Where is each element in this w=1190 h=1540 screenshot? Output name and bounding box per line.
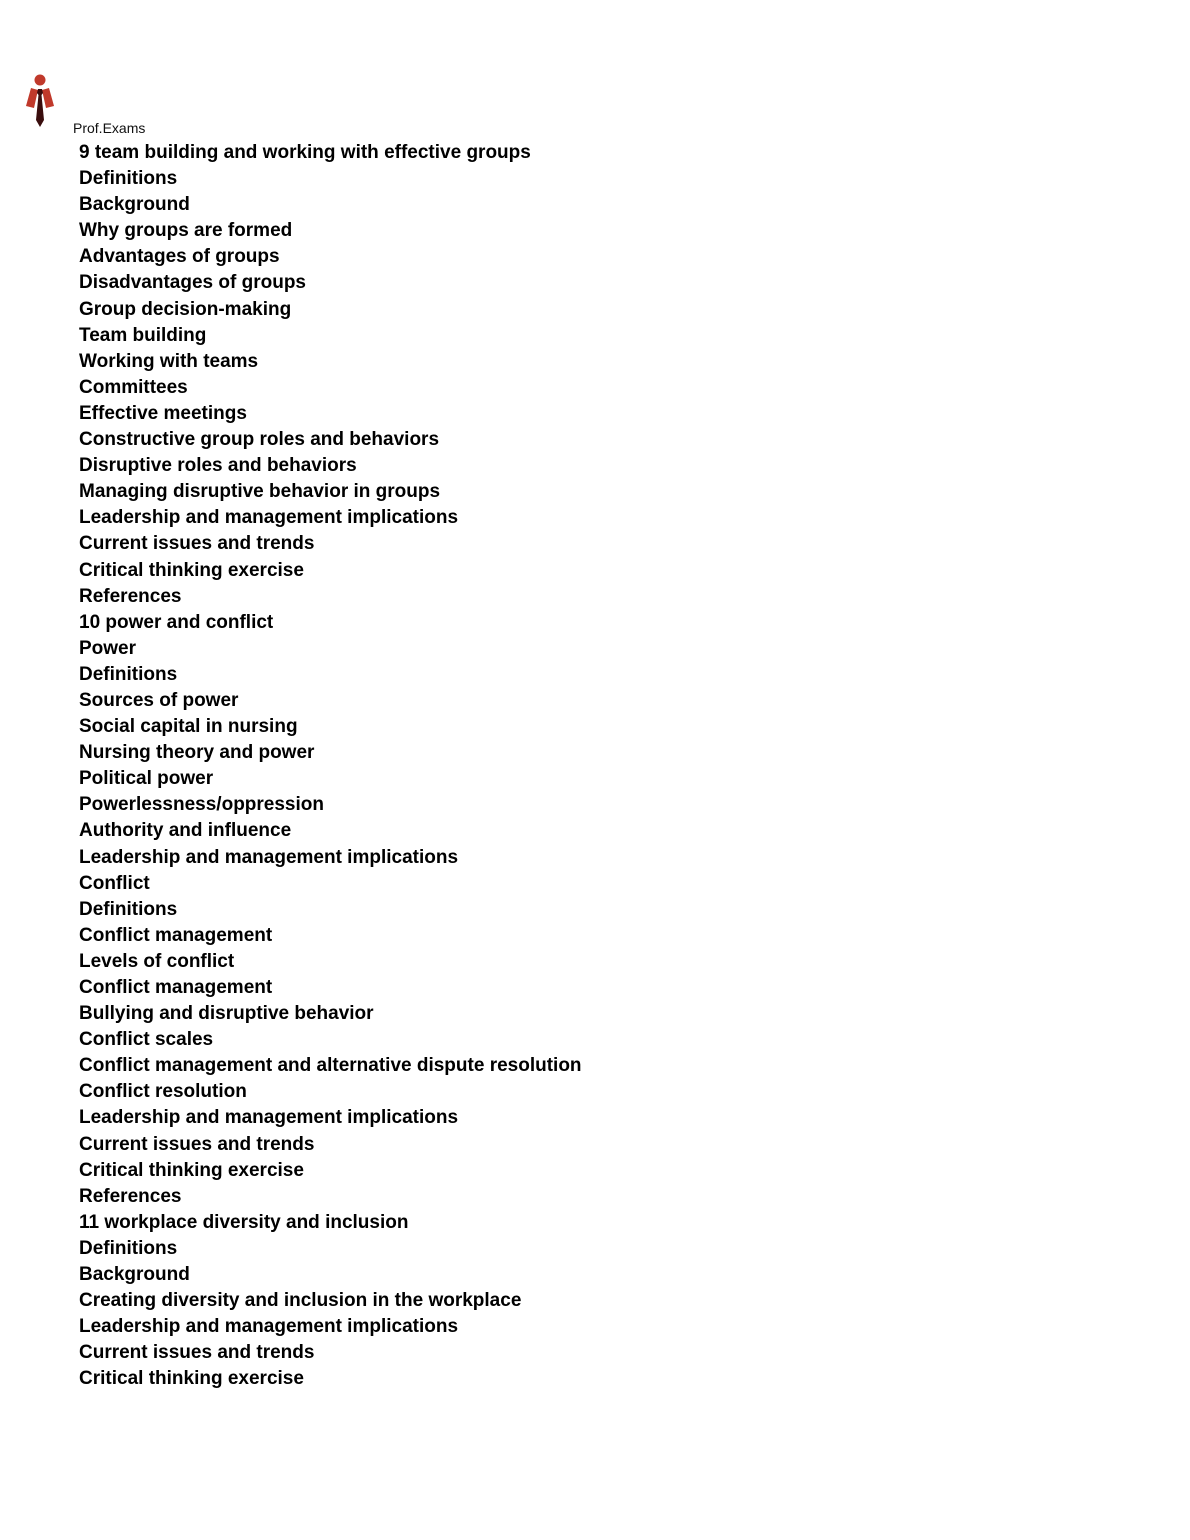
toc-item: Constructive group roles and behaviors [79,429,440,451]
toc-item: Critical thinking exercise [79,559,304,581]
toc-item: Definitions [79,898,178,920]
toc-item: Conflict management and alternative dispute resolution [79,1055,582,1077]
toc-item: Effective meetings [79,402,247,424]
toc-item: Background [79,1264,190,1286]
toc-item: Conflict management [79,924,273,946]
toc-item: References [79,1185,182,1207]
tie-person-icon [22,72,58,130]
toc-item: Sources of power [79,689,239,711]
toc-item: Leadership and management implications [79,507,459,529]
table-of-contents [79,140,582,1393]
toc-item: References [79,585,182,607]
toc-item: Background [79,194,190,216]
toc-item: Definitions [79,1237,178,1259]
toc-item: Managing disruptive behavior in groups [79,481,441,503]
toc-item: Conflict management [79,977,273,998]
toc-item: Definitions [79,663,178,685]
toc-item: Disruptive roles and behaviors [79,455,357,477]
toc-item: Leadership and management implications [79,1107,459,1129]
toc-item: 9 team building and working with effective groups [79,142,531,163]
toc-item: Creating diversity and inclusion in the workplace [79,1290,522,1312]
toc-item: Social capital in nursing [79,716,298,738]
toc-item: Current issues and trends [79,533,315,555]
toc-item: Current issues and trends [79,1342,315,1364]
toc-item: Why groups are formed [79,220,293,242]
toc-item: Working with teams [79,350,259,372]
toc-item: Leadership and management implications [79,1316,459,1338]
toc-item: Political power [79,768,214,790]
toc-item: Power [79,637,137,659]
toc-item: Conflict resolution [79,1081,247,1103]
toc-item: Critical thinking exercise [79,1368,304,1390]
toc-item: Group decision-making [79,298,292,320]
toc-item: Current issues and trends [79,1133,315,1155]
toc-item: Nursing theory and power [79,742,315,764]
toc-item: 11 workplace diversity and inclusion [79,1211,409,1233]
toc-item: Authority and influence [79,820,292,842]
brand-name: Prof.Exams [73,120,146,136]
toc-item: Team building [79,324,207,346]
toc-item: Powerlessness/oppression [79,794,324,816]
toc-item: 10 power and conflict [79,611,274,633]
toc-item: Disadvantages of groups [79,272,306,294]
toc-item: Conflict [79,872,150,894]
toc-item: Leadership and management implications [79,846,459,868]
toc-item: Critical thinking exercise [79,1159,304,1181]
toc-item: Bullying and disruptive behavior [79,1003,374,1025]
toc-item: Committees [79,376,188,398]
toc-item: Advantages of groups [79,246,280,268]
toc-item: Definitions [79,168,178,190]
toc-item: Levels of conflict [79,950,235,972]
toc-item: Conflict scales [79,1029,214,1051]
